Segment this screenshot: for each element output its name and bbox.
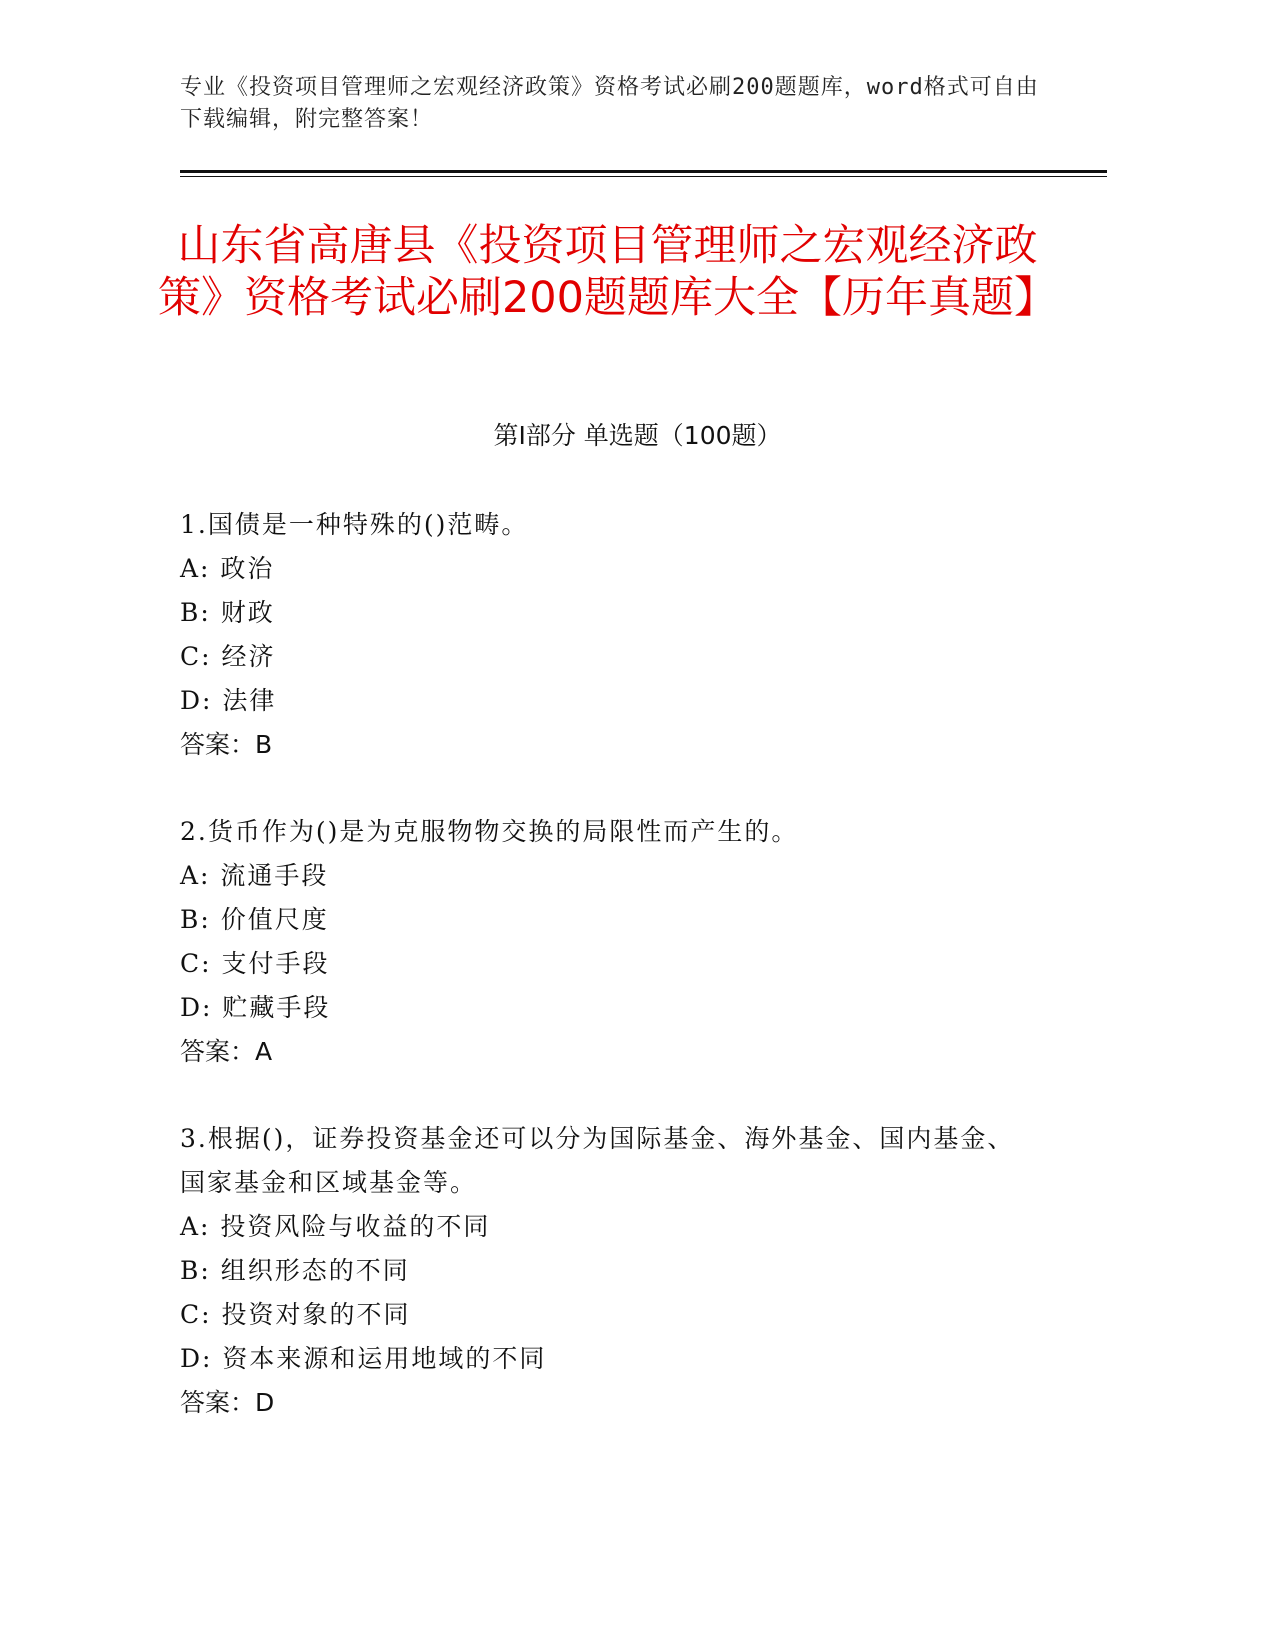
- option-c: C: 经济: [180, 642, 276, 671]
- option-b: B: 组织形态的不同: [180, 1256, 410, 1285]
- question-stem: 1.国债是一种特殊的()范畴。: [180, 510, 529, 539]
- header-note: 专业《投资项目管理师之宏观经济政策》资格考试必刷200题题库，word格式可自由下载编辑，附完整答案！: [180, 75, 1039, 132]
- option-d: D: 贮藏手段: [180, 993, 331, 1022]
- option-a: A: 投资风险与收益的不同: [180, 1212, 491, 1241]
- question-3: [180, 1117, 1020, 1425]
- section-heading: 第I部分 单选题（100题）: [493, 421, 782, 450]
- question-list: [180, 503, 1020, 1468]
- question-1: [180, 503, 1020, 767]
- option-d: D: 资本来源和运用地域的不同: [180, 1344, 547, 1373]
- question-stem: 2.货币作为()是为克服物物交换的局限性而产生的。: [180, 817, 799, 846]
- document-title: 山东省高唐县《投资项目管理师之宏观经济政策》资格考试必刷200题题库大全【历年真题】: [157, 221, 1058, 323]
- header-divider-thick: [180, 170, 1107, 173]
- question-answer: 答案：D: [180, 1388, 275, 1417]
- question-answer: 答案：A: [180, 1037, 273, 1066]
- option-c: C: 投资对象的不同: [180, 1300, 411, 1329]
- question-stem: 3.根据()，证券投资基金还可以分为国际基金、海外基金、国内基金、国家基金和区域基金等。: [180, 1124, 1015, 1197]
- option-a: A: 流通手段: [180, 861, 329, 890]
- option-d: D: 法律: [180, 686, 277, 715]
- header-divider-thin: [180, 176, 1107, 177]
- question-answer: 答案：B: [180, 730, 273, 759]
- question-2: [180, 810, 1020, 1074]
- option-b: B: 价值尺度: [180, 905, 329, 934]
- option-b: B: 财政: [180, 598, 275, 627]
- option-c: C: 支付手段: [180, 949, 330, 978]
- option-a: A: 政治: [180, 554, 275, 583]
